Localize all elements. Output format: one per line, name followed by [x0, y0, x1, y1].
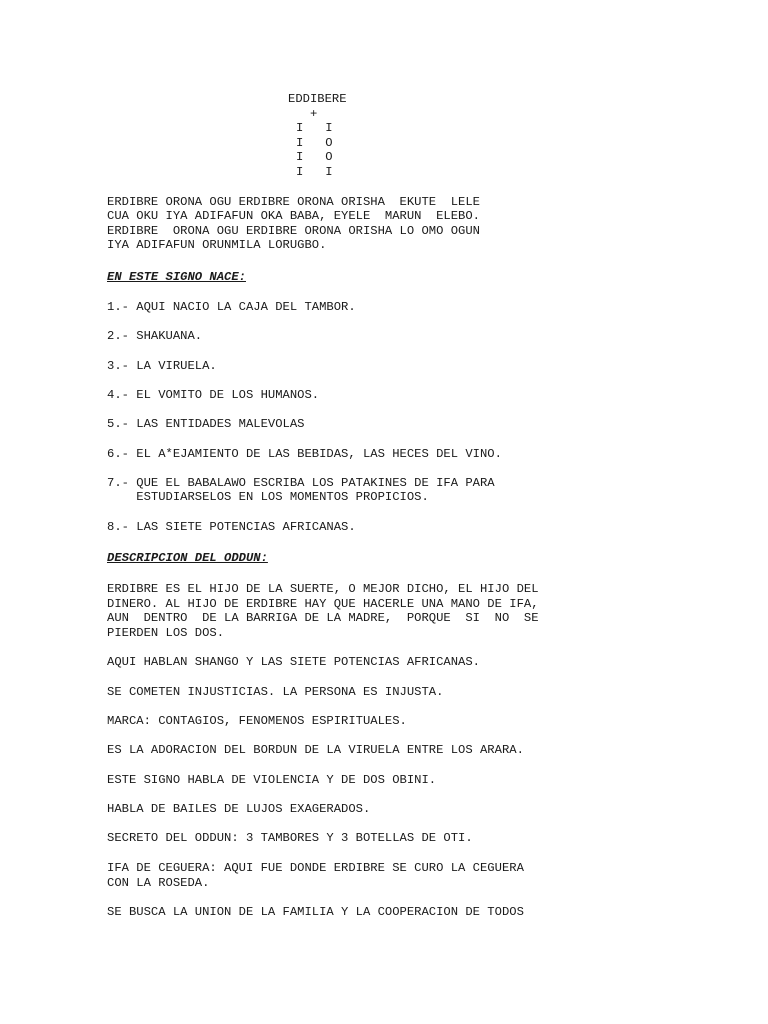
paragraph-line: SE COMETEN INJUSTICIAS. LA PERSONA ES INJUSTA. — [107, 685, 444, 699]
sign-row: I I — [296, 121, 333, 135]
sign-plus: + — [310, 107, 318, 121]
paragraph-line: SE BUSCA LA UNION DE LA FAMILIA Y LA COOPERACION DE TODOS — [107, 905, 524, 919]
section-heading-descripcion: DESCRIPCION DEL ODDUN: — [107, 551, 268, 565]
sign-title: EDDIBERE — [288, 92, 347, 106]
paragraph-line: CON LA ROSEDA. — [107, 876, 210, 890]
paragraph-line: ESTE SIGNO HABLA DE VIOLENCIA Y DE DOS OBINI. — [107, 773, 437, 787]
paragraph-line: SECRETO DEL ODDUN: 3 TAMBORES Y 3 BOTELLAS DE OTI. — [107, 831, 473, 845]
paragraph-line: HABLA DE BAILES DE LUJOS EXAGERADOS. — [107, 802, 371, 816]
list-item: 1.- AQUI NACIO LA CAJA DEL TAMBOR. — [107, 300, 356, 314]
list-item: 2.- SHAKUANA. — [107, 329, 203, 343]
sign-row: I I — [296, 165, 333, 179]
paragraph-line: MARCA: CONTAGIOS, FENOMENOS ESPIRITUALES. — [107, 714, 407, 728]
intro-line: ERDIBRE ORONA OGU ERDIBRE ORONA ORISHA EKUTE LELE — [107, 195, 480, 209]
sign-row: I O — [296, 150, 333, 164]
list-item: 8.- LAS SIETE POTENCIAS AFRICANAS. — [107, 520, 356, 534]
intro-line: CUA OKU IYA ADIFAFUN OKA BABA, EYELE MARUN ELEBO. — [107, 209, 480, 223]
paragraph-line: ERDIBRE ES EL HIJO DE LA SUERTE, O MEJOR DICHO, EL HIJO DEL — [107, 582, 539, 596]
paragraph-line: DINERO. AL HIJO DE ERDIBRE HAY QUE HACERLE UNA MANO DE IFA, — [107, 597, 539, 611]
list-item-continuation: ESTUDIARSELOS EN LOS MOMENTOS PROPICIOS. — [107, 490, 429, 504]
list-item: 5.- LAS ENTIDADES MALEVOLAS — [107, 417, 305, 431]
paragraph-line: ES LA ADORACION DEL BORDUN DE LA VIRUELA ENTRE LOS ARARA. — [107, 743, 524, 757]
list-item: 7.- QUE EL BABALAWO ESCRIBA LOS PATAKINES DE IFA PARA — [107, 476, 495, 490]
section-heading-nace: EN ESTE SIGNO NACE: — [107, 270, 246, 284]
paragraph-line: PIERDEN LOS DOS. — [107, 626, 225, 640]
list-item: 6.- EL A*EJAMIENTO DE LAS BEBIDAS, LAS HECES DEL VINO. — [107, 447, 502, 461]
paragraph-line: AQUI HABLAN SHANGO Y LAS SIETE POTENCIAS AFRICANAS. — [107, 655, 480, 669]
list-item: 3.- LA VIRUELA. — [107, 359, 217, 373]
paragraph-line: IFA DE CEGUERA: AQUI FUE DONDE ERDIBRE SE CURO LA CEGUERA — [107, 861, 524, 875]
intro-line: ERDIBRE ORONA OGU ERDIBRE ORONA ORISHA LO OMO OGUN — [107, 224, 480, 238]
intro-line: IYA ADIFAFUN ORUNMILA LORUGBO. — [107, 238, 327, 252]
list-item: 4.- EL VOMITO DE LOS HUMANOS. — [107, 388, 320, 402]
sign-row: I O — [296, 136, 333, 150]
paragraph-line: AUN DENTRO DE LA BARRIGA DE LA MADRE, PORQUE SI NO SE — [107, 611, 539, 625]
